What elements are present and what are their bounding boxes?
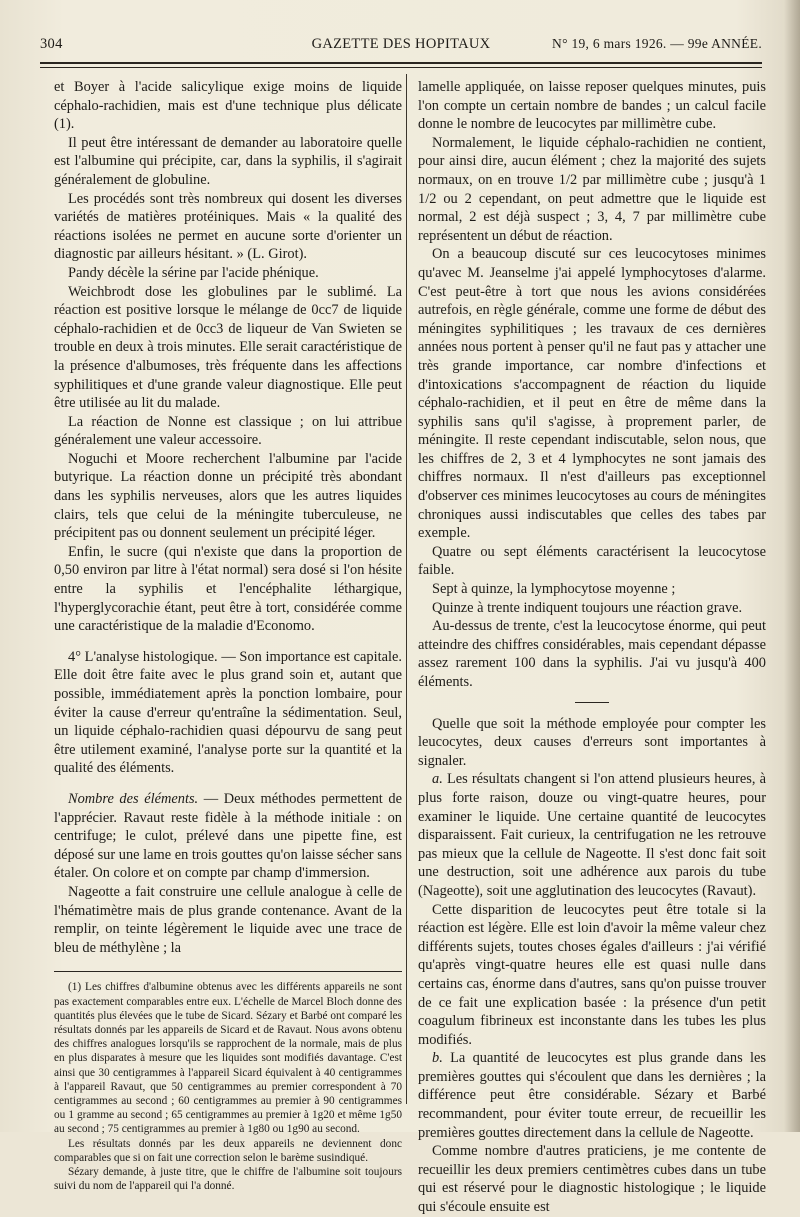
paragraph-text: La quantité de leucocytes est plus grande dans les premières gouttes qui s'écoulent que dans les dernières ; la différence peut être considérable. Sézary et Barbé recommandent, pour éviter toute erreur, de recueillir les premières gouttes directement dans la cellule de Nageotte. xyxy=(418,1050,766,1141)
paragraph: Cette disparition de leucocytes peut être totale si la réaction est légère. Elle est loin d'avoir la même valeur chez différents sujets, toutes choses égales d'ailleurs : j'ai vérifié qu'après vingt-quatre heures elle est quasi nulle dans certains cas, énorme dans d'autres, sans qu'on puisse trouver de ce fait une explication basée : la présence d'un petit coagulum fibrineux est inconstante dans les tubes les plus modifiés. xyxy=(418,901,766,1048)
column-divider xyxy=(406,74,407,1104)
page-header xyxy=(40,36,762,58)
header-rule-thin xyxy=(40,67,762,68)
left-column xyxy=(54,78,402,1193)
paragraph xyxy=(54,790,402,883)
paragraph: Enfin, le sucre (qui n'existe que dans la proportion de 0,50 environ par litre à l'état normal) sera dosé si l'on hésite entre la syphilis et l'encéphalite léthargique, l'hyperglycorachie étant, peut être à tort, considérée comme une caractéristique de la maladie d'Economo. xyxy=(54,543,402,635)
paragraph-text: Les résultats changent si l'on attend plusieurs heures, à plus forte raison, douze ou vingt-quatre heures, pour examiner le liquide. Une certaine quantité de leucocytes disparaissent. Fait curieux, la centrifugation ne les retrouve pas mieux que la cellule de Nageotte. Il s'est donc fait soit une destruction, soit une adhérence aux parois du tube (Nageotte), soit une agglutination des leucocytes (Ravaut). xyxy=(418,771,766,899)
paragraph: Normalement, le liquide céphalo-rachidien ne contient, pour ainsi dire, aucun élément ; chez la majorité des sujets normaux, on en trouve 1/2 par millimètre cube ; jusqu'à 1 1/2 ou 2 cependant, on peut admettre que le liquide est normal, 2 est déjà suspect ; 3, 4, 7 par millimètre cube représentent un début de réaction. xyxy=(418,134,766,244)
footnote-paragraph: Sézary demande, à juste titre, que le chiffre de l'albumine soit toujours suivi du nom de l'appareil qui l'a donné. xyxy=(54,1165,402,1193)
paragraph: Quinze à trente indiquent toujours une réaction grave. xyxy=(432,599,743,616)
list-label: b. xyxy=(432,1050,443,1067)
section-separator xyxy=(575,702,609,703)
paragraph: Les procédés sont très nombreux qui dosent les diverses variétés de matières protéiniques. Mais « la qualité des réactions isolées ne permet en aucune sorte d'orienter un diagnostic par ailleurs hésitant. » (L. Girot). xyxy=(54,190,402,263)
page-number: 304 xyxy=(40,36,63,52)
paragraph: Il peut être intéressant de demander au laboratoire quelle est l'albumine qui précipite, car, dans la syphilis, il s'agirait généralement de globuline. xyxy=(54,134,402,188)
paragraph: Comme nombre d'autres praticiens, je me contente de recueillir les deux premiers centimètres cubes dans un tube qui est réservé pour le diagnostic histologique ; le liquide qui s'écoule ensuite est xyxy=(418,1143,766,1216)
footnote xyxy=(54,980,402,1193)
paragraph: Noguchi et Moore recherchent l'albumine par l'acide butyrique. La réaction donne un précipité très abondant dans les syphilis nerveuses, alors que les autres liquides clairs, tels que celui de la méningite tuberculeuse, ne précipitent pas ou donnent seulement un précipité léger. xyxy=(54,450,402,542)
paragraph: Quatre ou sept éléments caractérisent la leucocytose faible. xyxy=(418,543,766,579)
footnote-paragraph: (1) Les chiffres d'albumine obtenus avec les différents appareils ne sont pas exactement comparables entre eux. L'échelle de Marcel Bloch donne des quantités plus élevées que le tube de Sicard. Sézary et Barbé ont comparé les résultats donnés par les appareils de Sicard et de Ravaut. Nous avons obtenu des chiffres analogues lorsqu'ils se rapprochent de la normale, mais de plus en plus disparates à mesure que les liquides sont modifiés davantage. C'est ainsi que 30 centigrammes à l'appareil Sicard équivalent à 40 centigrammes à l'appareil Ravaut, que 50 centigrammes au premier correspondent à 70 centigrammes au second ; 60 centigrammes au premier à 90 centigrammes ou 1 gramme au second ; 65 centigrammes au premier à 1g20 et même 1g50 au second ; 75 centigrammes au premier à 1g80 ou 1g90 au second. xyxy=(54,981,402,1136)
paragraph: et Boyer à l'acide salicylique exige moins de liquide céphalo-rachidien, mais est d'une technique plus délicate (1). xyxy=(54,79,402,133)
paragraph: Au-dessus de trente, c'est la leucocytose énorme, qui peut atteindre des chiffres considérables, mais cependant dépasse assez rarement 100 dans la syphilis. J'ai vu jusqu'à 400 éléments. xyxy=(418,618,766,690)
paragraph-text: — Deux méthodes permettent de l'apprécier. Ravaut reste fidèle à la méthode initiale : on centrifuge; le culot, prélevé dans une pipette fine, est déposé sur une lame en trois gouttes qu'on laisse sécher sans étaler. On colore et on compte par champ d'immersion. xyxy=(54,790,402,882)
paragraph: Sept à quinze, la lymphocytose moyenne ; xyxy=(432,581,676,598)
section-paragraph: 4° L'analyse histologique. — Son importance est capitale. Elle doit être faite avec le plus grand soin et, autant que possible, immédiatement après la ponction lombaire, pour éviter la cause d'erreur qu'entraîne la sédimentation. Seul, un liquide céphalo-rachidien quasi dépourvu de sang peut être utilement examiné, l'analyse porte sur la quantité et la qualité des éléments. xyxy=(54,648,402,777)
header-rule-thick xyxy=(40,62,762,64)
paragraph: On a beaucoup discuté sur ces leucocytoses minimes qu'avec M. Jeanselme j'ai appelé lymphocytoses d'alarme. C'est peut-être à tort que nous les avions considérées autrefois, en règle générale, comme une forme de début des méningites syphilitiques ; les travaux de ces dernières années nous portent à penser qu'il ne faut pas y attacher une très grande importance, car nombre d'infections et d'intoxications s'accompagnent de réaction du liquide céphalo-rachidien, et il peut en être de même dans la syphilis sans qu'il s'agisse, à proprement parler, de méningite. Il reste cependant indiscutable, selon nous, que les chiffres de 2, 3 et 4 lymphocytes ne sont jamais des chiffres normaux. Il n'est d'ailleurs pas exceptionnel d'observer ces minimes leucocytoses au cours de méningites chroniques aussi indiscutables que celles des tabes par exemple. xyxy=(418,246,766,542)
footnote-paragraph: Les résultats donnés par les deux appareils ne deviennent donc comparables que si on fait une correction selon le barème susindiqué. xyxy=(54,1137,402,1164)
footnote-rule xyxy=(54,971,402,972)
subsection-heading: Nombre des éléments. xyxy=(68,790,199,807)
paragraph xyxy=(418,1049,766,1142)
journal-title: GAZETTE DES HOPITAUX xyxy=(311,36,491,52)
paragraph xyxy=(418,770,766,900)
page-edge-shadow xyxy=(784,0,800,1132)
paragraph: Nageotte a fait construire une cellule analogue à celle de l'hématimètre mais de plus grande contenance. Avant de la remplir, on teinte légèrement le liquide avec une trace de bleu de méthylène ; la xyxy=(54,883,402,956)
issue-info: N° 19, 6 mars 1926. — 99e ANNÉE. xyxy=(552,36,762,51)
paragraph: Quelle que soit la méthode employée pour compter les leucocytes, deux causes d'erreurs sont importantes à signaler. xyxy=(418,715,766,769)
paragraph: La réaction de Nonne est classique ; on lui attribue généralement une valeur accessoire. xyxy=(54,413,402,449)
paragraph: Weichbrodt dose les globulines par le sublimé. La réaction est positive lorsque le mélange de 0cc7 de liquide céphalo-rachidien et de 0cc3 de liqueur de Van Swieten se trouble en deux à trois minutes. Elle serait caractéristique de la présence d'albumoses, très fréquente dans les affections syphilitiques et d'une grande valeur diagnostique. Elle peut être utilisée au lit du malade. xyxy=(54,283,402,412)
paragraph: lamelle appliquée, on laisse reposer quelques minutes, puis l'on compte un certain nombre de bandes ; un calcul facile donne le nombre de leucocytes par millimètre cube. xyxy=(418,79,766,133)
paragraph: Pandy décèle la sérine par l'acide phénique. xyxy=(68,264,319,281)
list-label: a. xyxy=(432,771,443,788)
right-column xyxy=(418,78,766,1217)
